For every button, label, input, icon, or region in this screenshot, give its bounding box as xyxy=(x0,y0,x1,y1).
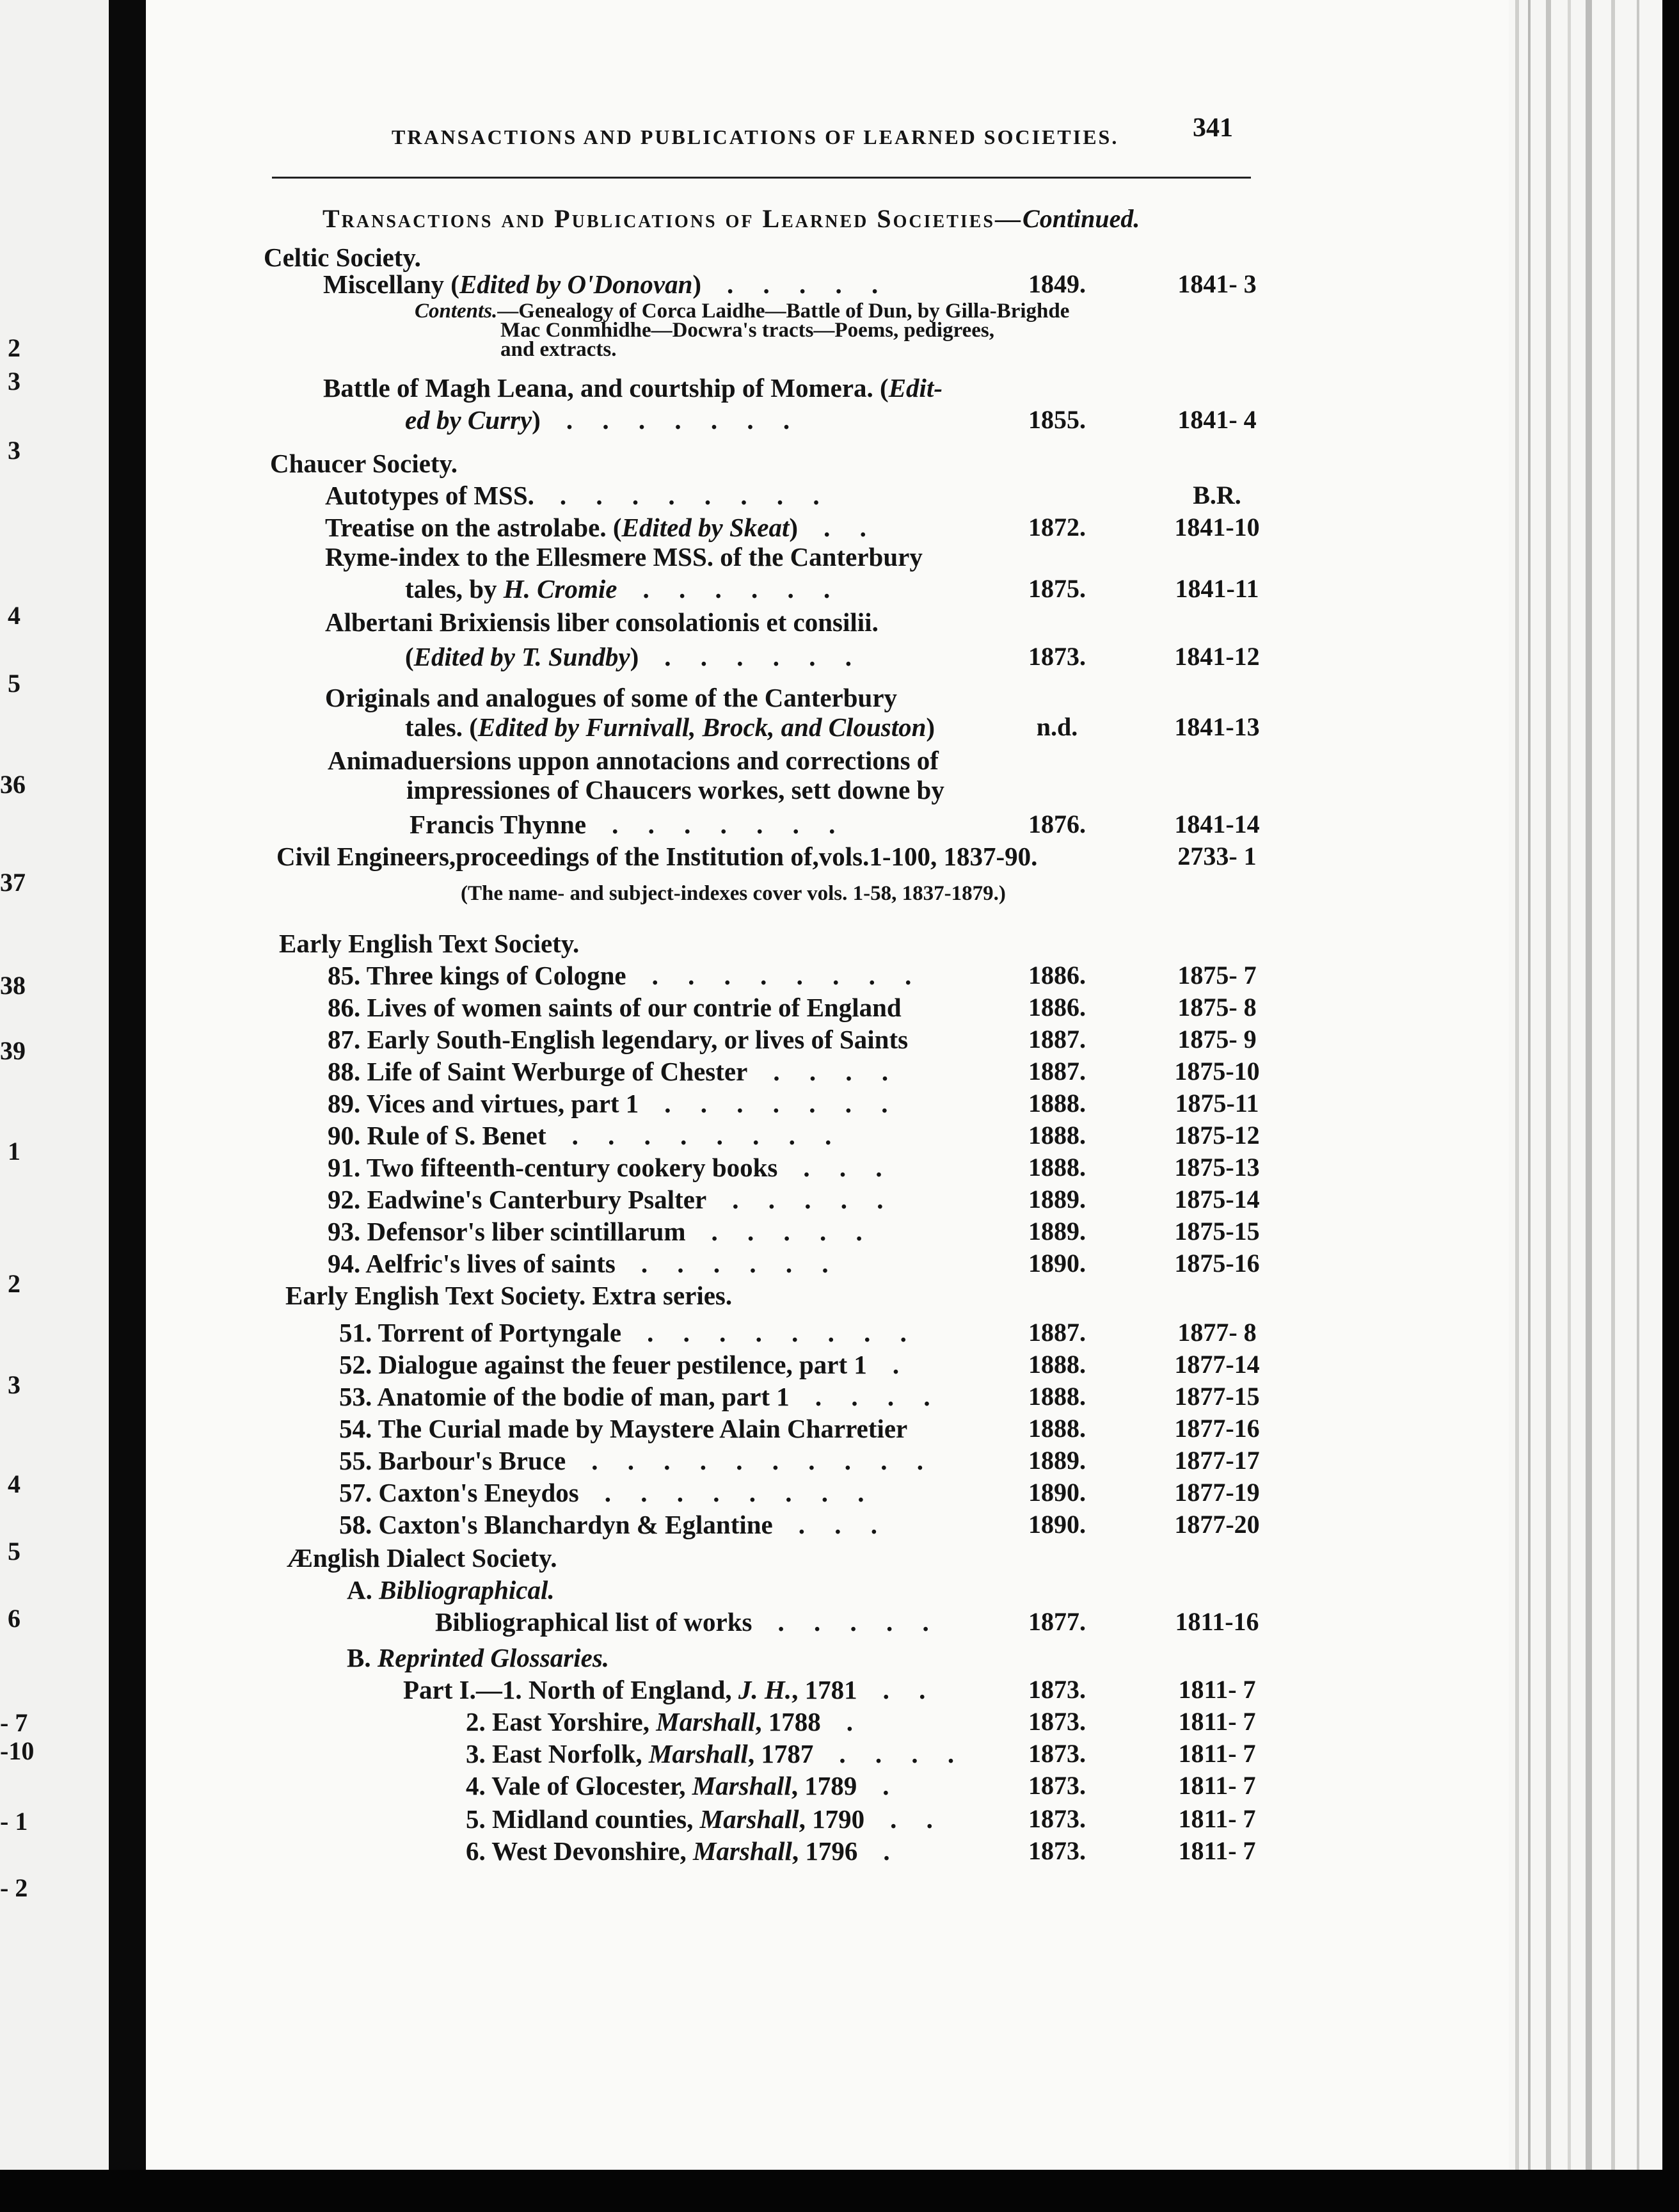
entry-line xyxy=(328,1152,894,1183)
shelf-mark: 1875-10 xyxy=(1174,1057,1260,1086)
entry-line xyxy=(347,1575,555,1605)
entry-text: , 1787 xyxy=(747,1739,814,1768)
entry-line xyxy=(339,1317,918,1348)
entry-line xyxy=(405,641,863,672)
entry-text: , 1788 xyxy=(755,1707,821,1736)
entry-line xyxy=(325,480,831,511)
entry-title: 55. Barbour's Bruce xyxy=(339,1446,566,1475)
shelf-mark: 1811- 7 xyxy=(1178,1707,1256,1736)
entry-title: 3. East Norfolk, xyxy=(466,1739,649,1768)
entry-line xyxy=(325,682,897,713)
entry-line xyxy=(264,242,421,273)
entry-year: 1873. xyxy=(1028,1739,1086,1768)
shelf-mark: 1841-11 xyxy=(1175,574,1259,603)
entry-title: 94. Aelfric's lives of saints xyxy=(328,1249,616,1278)
entry-title: 85. Three kings of Cologne xyxy=(328,961,626,990)
leader-dots: . xyxy=(846,1707,864,1736)
page-edges-stack xyxy=(1509,0,1662,2195)
shelf-mark: 1811- 7 xyxy=(1178,1804,1256,1833)
entry-text: —Genealogy of Corca Laidhe—Battle of Dun, by Gilla-Brighde xyxy=(497,300,1070,323)
leader-dots: . . . . xyxy=(773,1057,900,1086)
shelf-mark: 1877-19 xyxy=(1174,1478,1260,1507)
entry-year: 1886. xyxy=(1028,993,1086,1022)
entry-year: 1873. xyxy=(1028,1771,1086,1800)
entry-line xyxy=(328,992,902,1023)
margin-number: - 2 xyxy=(0,1873,28,1902)
entry-italic: Marshall xyxy=(699,1804,799,1834)
entry-line xyxy=(339,1509,889,1540)
entry-line xyxy=(406,774,944,805)
entry-year: 1876. xyxy=(1028,810,1086,838)
shelf-mark: 1875-12 xyxy=(1174,1121,1260,1150)
entry-line xyxy=(325,512,878,543)
entry-title: Albertani Brixiensis liber consolationis et consilii. xyxy=(325,607,879,637)
shelf-mark: 1875-15 xyxy=(1174,1217,1260,1246)
entry-italic: Edited by Furnivall, Brock, and Clouston xyxy=(477,712,927,742)
entry-title: Originals and analogues of some of the Canterbury xyxy=(325,683,898,712)
entry-line xyxy=(328,1216,874,1247)
shelf-mark: 1877-15 xyxy=(1174,1382,1260,1411)
entry-title: 87. Early South-English legendary, or lives of Saints xyxy=(328,1025,909,1054)
shelf-mark: 1875- 7 xyxy=(1177,961,1257,990)
entry-year: 1887. xyxy=(1028,1057,1086,1086)
entry-italic: Marshall xyxy=(692,1836,792,1866)
margin-number: 4 xyxy=(8,1470,20,1498)
entry-title: 90. Rule of S. Benet xyxy=(328,1121,546,1150)
entry-title: A. xyxy=(347,1575,379,1605)
shelf-mark: 1877-20 xyxy=(1174,1510,1260,1539)
entry-line xyxy=(466,1706,864,1737)
entry-italic: Reprinted Glossaries. xyxy=(377,1643,610,1672)
leader-dots: . xyxy=(883,1836,902,1866)
entry-year: 1888. xyxy=(1028,1382,1086,1411)
leader-dots: . . . . . . . . xyxy=(604,1478,876,1507)
entry-year: 1890. xyxy=(1028,1510,1086,1539)
entry-title: Celtic Society. xyxy=(264,243,421,272)
margin-number: 39 xyxy=(0,1036,26,1065)
entry-title: Miscellany ( xyxy=(323,269,459,299)
entry-line xyxy=(339,1445,935,1476)
entry-italic: ed by Curry xyxy=(405,405,532,435)
entry-title: Battle of Magh Leana, and courtship of Momera. ( xyxy=(323,373,889,403)
shelf-mark: 1875-13 xyxy=(1174,1153,1260,1182)
entry-year: 1887. xyxy=(1028,1318,1086,1347)
entry-line xyxy=(466,1804,944,1834)
leader-dots: . . . . . . . . . . xyxy=(591,1446,935,1475)
leader-dots: . . . xyxy=(803,1153,894,1182)
entry-text: ) xyxy=(692,269,702,299)
entry-line xyxy=(323,269,889,300)
entry-text: , 1790 xyxy=(799,1804,865,1834)
margin-number: 6 xyxy=(8,1604,20,1633)
entry-title: 58. Caxton's Blanchardyn & Eglantine xyxy=(339,1510,773,1539)
entry-line xyxy=(466,1836,902,1866)
leader-dots: . . . . . . . xyxy=(664,1089,900,1118)
entry-line xyxy=(287,1543,557,1573)
leader-dots: . . . . xyxy=(839,1739,966,1768)
shelf-mark: B.R. xyxy=(1193,481,1241,509)
entry-title: 51. Torrent of Portyngale xyxy=(339,1318,622,1347)
entry-title: Autotypes of MSS. xyxy=(325,481,534,510)
entry-title: 6. West Devonshire, xyxy=(466,1836,693,1866)
entry-line xyxy=(328,1248,840,1279)
entry-line xyxy=(410,809,847,840)
entry-year: n.d. xyxy=(1036,712,1078,741)
margin-number: 36 xyxy=(0,770,26,799)
leader-dots: . . . . . . . xyxy=(566,405,802,435)
entry-year: 1873. xyxy=(1028,1707,1086,1736)
leader-dots: . . . . . . . . xyxy=(559,481,831,510)
margin-number: - 7 xyxy=(0,1708,28,1737)
entry-text: ) xyxy=(532,405,541,435)
shelf-mark: 1875- 8 xyxy=(1177,993,1257,1022)
entry-year: 1888. xyxy=(1028,1089,1086,1118)
entry-title: Civil Engineers,proceedings of the Institution of,vols.1-100, 1837-90. xyxy=(276,842,1038,871)
margin-number: 5 xyxy=(8,1537,20,1566)
entry-title: Ryme-index to the Ellesmere MSS. of the Canterbury xyxy=(325,542,923,572)
shelf-mark: 1841-14 xyxy=(1174,810,1260,838)
leader-dots: . . . . . xyxy=(732,1185,895,1214)
entry-title: 92. Eadwine's Canterbury Psalter xyxy=(328,1185,707,1214)
leader-dots: . . . . . . xyxy=(642,574,842,604)
entry-title: Animaduersions uppon annotacions and corrections of xyxy=(328,746,939,775)
head-rule xyxy=(272,177,1251,179)
entry-line xyxy=(405,573,841,604)
entry-title: Early English Text Society. xyxy=(279,929,580,958)
shelf-mark: 1811- 7 xyxy=(1178,1771,1256,1800)
entry-title: Bibliographical list of works xyxy=(435,1607,752,1637)
entry-year: 1873. xyxy=(1028,1804,1086,1833)
entry-title: 93. Defensor's liber scintillarum xyxy=(328,1217,686,1246)
entry-year: 1888. xyxy=(1028,1414,1086,1443)
entry-line xyxy=(405,712,935,742)
entry-title: and extracts. xyxy=(500,338,617,361)
leader-dots: . . . xyxy=(798,1510,889,1539)
entry-line xyxy=(339,1349,911,1380)
entry-line xyxy=(466,1770,900,1801)
running-head: TRANSACTIONS AND PUBLICATIONS OF LEARNED SOCIETIES. xyxy=(392,125,1119,148)
entry-title: Early English Text Society. Extra series. xyxy=(285,1281,733,1310)
entry-line xyxy=(500,338,616,362)
leader-dots: . . xyxy=(824,513,878,542)
continued-heading xyxy=(322,204,1140,234)
leader-dots: . . . . . xyxy=(777,1607,941,1637)
entry-line xyxy=(328,1120,843,1151)
shelf-mark: 1875-14 xyxy=(1174,1185,1260,1214)
entry-line xyxy=(435,1607,941,1637)
entry-line xyxy=(403,1674,937,1705)
entry-italic: Marshall xyxy=(692,1771,792,1800)
entry-title: 91. Two fifteenth-century cookery books xyxy=(328,1153,778,1182)
page-number: 341 xyxy=(1193,113,1233,143)
entry-line xyxy=(323,373,943,403)
heading-main: Transactions and Publications of Learned Societies— xyxy=(322,204,1023,233)
entry-title: B. xyxy=(347,1643,378,1672)
entry-line xyxy=(328,1088,900,1119)
entry-year: 1886. xyxy=(1028,961,1086,990)
leader-dots: . . . . . . . . xyxy=(651,961,923,990)
entry-title: 89. Vices and virtues, part 1 xyxy=(328,1089,639,1118)
margin-number: 1 xyxy=(8,1137,20,1166)
shelf-mark: 1877-14 xyxy=(1174,1350,1260,1379)
entry-title: Francis Thynne xyxy=(410,810,587,839)
entry-title: Ænglish Dialect Society. xyxy=(287,1543,557,1573)
entry-line xyxy=(466,1738,966,1769)
entry-text: ) xyxy=(789,513,799,542)
entry-year: 1890. xyxy=(1028,1478,1086,1507)
entry-italic: H. Cromie xyxy=(503,574,617,604)
leader-dots: . . . . . xyxy=(727,269,890,299)
leader-dots: . . xyxy=(890,1804,944,1834)
leader-dots: . xyxy=(892,1350,911,1379)
entry-line xyxy=(339,1413,907,1444)
entry-label: Contents. xyxy=(415,300,498,323)
entry-year: 1888. xyxy=(1028,1153,1086,1182)
entry-line xyxy=(276,841,1037,872)
leader-dots: . . . . . . . . xyxy=(571,1121,843,1150)
shelf-mark: 1841- 4 xyxy=(1177,405,1257,434)
entry-title: 86. Lives of women saints of our contrie of England xyxy=(328,993,902,1022)
entry-line xyxy=(328,1056,900,1087)
entry-title: 54. The Curial made by Maystere Alain Charretier xyxy=(339,1414,908,1443)
shelf-mark: 1875- 9 xyxy=(1177,1025,1257,1054)
entry-line xyxy=(405,405,801,435)
heading-continued: Continued. xyxy=(1023,204,1140,233)
margin-number: 2 xyxy=(8,333,20,362)
entry-title: 88. Life of Saint Werburge of Chester xyxy=(328,1057,748,1086)
margin-number: 3 xyxy=(8,1370,20,1399)
entry-year: 1873. xyxy=(1028,642,1086,671)
shelf-mark: 1875-16 xyxy=(1174,1249,1260,1278)
entry-title: 4. Vale of Glocester, xyxy=(466,1771,692,1800)
entry-year: 1890. xyxy=(1028,1249,1086,1278)
entry-title: Chaucer Society. xyxy=(270,449,458,478)
entry-year: 1849. xyxy=(1028,269,1086,298)
entry-italic: Bibliographical. xyxy=(379,1575,555,1605)
leader-dots: . . . . . . xyxy=(641,1249,840,1278)
entry-italic: Edited by O'Donovan xyxy=(459,269,693,299)
margin-number: 5 xyxy=(8,669,20,698)
entry-line xyxy=(328,1024,908,1055)
entry-italic: Edited by Skeat xyxy=(621,513,790,542)
entry-line xyxy=(325,541,923,572)
entry-year: 1877. xyxy=(1028,1607,1086,1636)
entry-line xyxy=(328,1184,895,1215)
margin-number: 4 xyxy=(8,601,20,630)
scan-border xyxy=(0,2170,1679,2212)
leader-dots: . . xyxy=(882,1675,937,1704)
leader-dots: . . . . . . . xyxy=(612,810,847,839)
shelf-mark: 1841-10 xyxy=(1174,513,1260,541)
entry-text: ) xyxy=(630,642,639,671)
shelf-mark: 1877-16 xyxy=(1174,1414,1260,1443)
margin-number: 3 xyxy=(8,436,20,465)
entry-title: impressiones of Chaucers workes, sett downe by xyxy=(406,775,944,805)
entry-year: 1875. xyxy=(1028,574,1086,603)
leader-dots: . . . . . xyxy=(711,1217,874,1246)
entry-text: , 1789 xyxy=(791,1771,857,1800)
entry-title: Mac Conmhidhe—Docwra's tracts—Poems, pedigrees, xyxy=(500,319,995,342)
shelf-mark: 1841-12 xyxy=(1174,642,1260,671)
entry-line xyxy=(328,745,939,776)
entry-title: tales, by xyxy=(405,574,504,604)
entry-year: 1888. xyxy=(1028,1121,1086,1150)
entry-italic: Marshall xyxy=(656,1707,756,1736)
entry-title: ( xyxy=(405,642,414,671)
entry-title: 2. East Yorshire, xyxy=(466,1707,656,1736)
entry-title: Part I.—1. North of England, xyxy=(403,1675,738,1704)
entry-year: 1872. xyxy=(1028,513,1086,541)
entry-title: Treatise on the astrolabe. ( xyxy=(325,513,622,542)
entry-year: 1889. xyxy=(1028,1446,1086,1475)
entry-italic: Edit- xyxy=(888,373,943,403)
shelf-mark: 1877- 8 xyxy=(1177,1318,1257,1347)
entry-line xyxy=(279,928,579,959)
entry-year: 1873. xyxy=(1028,1836,1086,1865)
entry-text: , 1781 xyxy=(792,1675,857,1704)
entry-title: 53. Anatomie of the bodie of man, part 1 xyxy=(339,1382,790,1411)
shelf-mark: 1811- 7 xyxy=(1178,1739,1256,1768)
entry-year: 1889. xyxy=(1028,1217,1086,1246)
entry-italic: Marshall xyxy=(648,1739,748,1768)
entry-title: (The name- and subject-indexes cover vols. 1-58, 1837-1879.) xyxy=(461,882,1006,905)
shelf-mark: 1811- 7 xyxy=(1178,1836,1256,1865)
entry-text: , 1796 xyxy=(792,1836,858,1866)
entry-title: 5. Midland counties, xyxy=(466,1804,700,1834)
entry-year: 1873. xyxy=(1028,1675,1086,1704)
margin-number: 2 xyxy=(8,1269,20,1298)
shelf-mark: 1841-13 xyxy=(1174,712,1260,741)
book-gutter xyxy=(109,0,147,2212)
entry-text: ) xyxy=(926,712,935,742)
entry-italic: Edited by T. Sundby xyxy=(413,642,630,671)
margin-number: - 1 xyxy=(0,1807,28,1836)
margin-number: -10 xyxy=(0,1736,35,1765)
entry-title: 57. Caxton's Eneydos xyxy=(339,1478,579,1507)
entry-year: 1855. xyxy=(1028,405,1086,434)
entry-year: 1888. xyxy=(1028,1350,1086,1379)
leader-dots: . . . . . . . . xyxy=(647,1318,918,1347)
entry-line xyxy=(325,607,879,637)
shelf-mark: 1877-17 xyxy=(1174,1446,1260,1475)
leader-dots: . . . . . . xyxy=(664,642,863,671)
entry-line xyxy=(285,1280,732,1311)
leader-dots: . . . . xyxy=(815,1382,942,1411)
shelf-mark: 1811- 7 xyxy=(1178,1675,1256,1704)
margin-number: 3 xyxy=(8,367,20,396)
margin-number: 37 xyxy=(0,868,26,897)
entry-line xyxy=(339,1477,876,1508)
entry-year: 1887. xyxy=(1028,1025,1086,1054)
shelf-mark: 1811-16 xyxy=(1175,1607,1259,1636)
entry-italic: J. H. xyxy=(738,1675,792,1704)
entry-line xyxy=(328,960,923,991)
shelf-mark: 1875-11 xyxy=(1175,1089,1259,1118)
margin-number: 38 xyxy=(0,971,26,1000)
shelf-mark: 1841- 3 xyxy=(1177,269,1257,298)
shelf-mark: 2733- 1 xyxy=(1177,842,1257,870)
entry-year: 1889. xyxy=(1028,1185,1086,1214)
entry-title: tales. ( xyxy=(405,712,478,742)
leader-dots: . xyxy=(882,1771,901,1800)
entry-line xyxy=(339,1381,942,1412)
entry-line xyxy=(347,1642,609,1673)
entry-line xyxy=(461,882,1006,906)
entry-title: 52. Dialogue against the feuer pestilence, part 1 xyxy=(339,1350,867,1379)
entry-line xyxy=(270,448,458,479)
